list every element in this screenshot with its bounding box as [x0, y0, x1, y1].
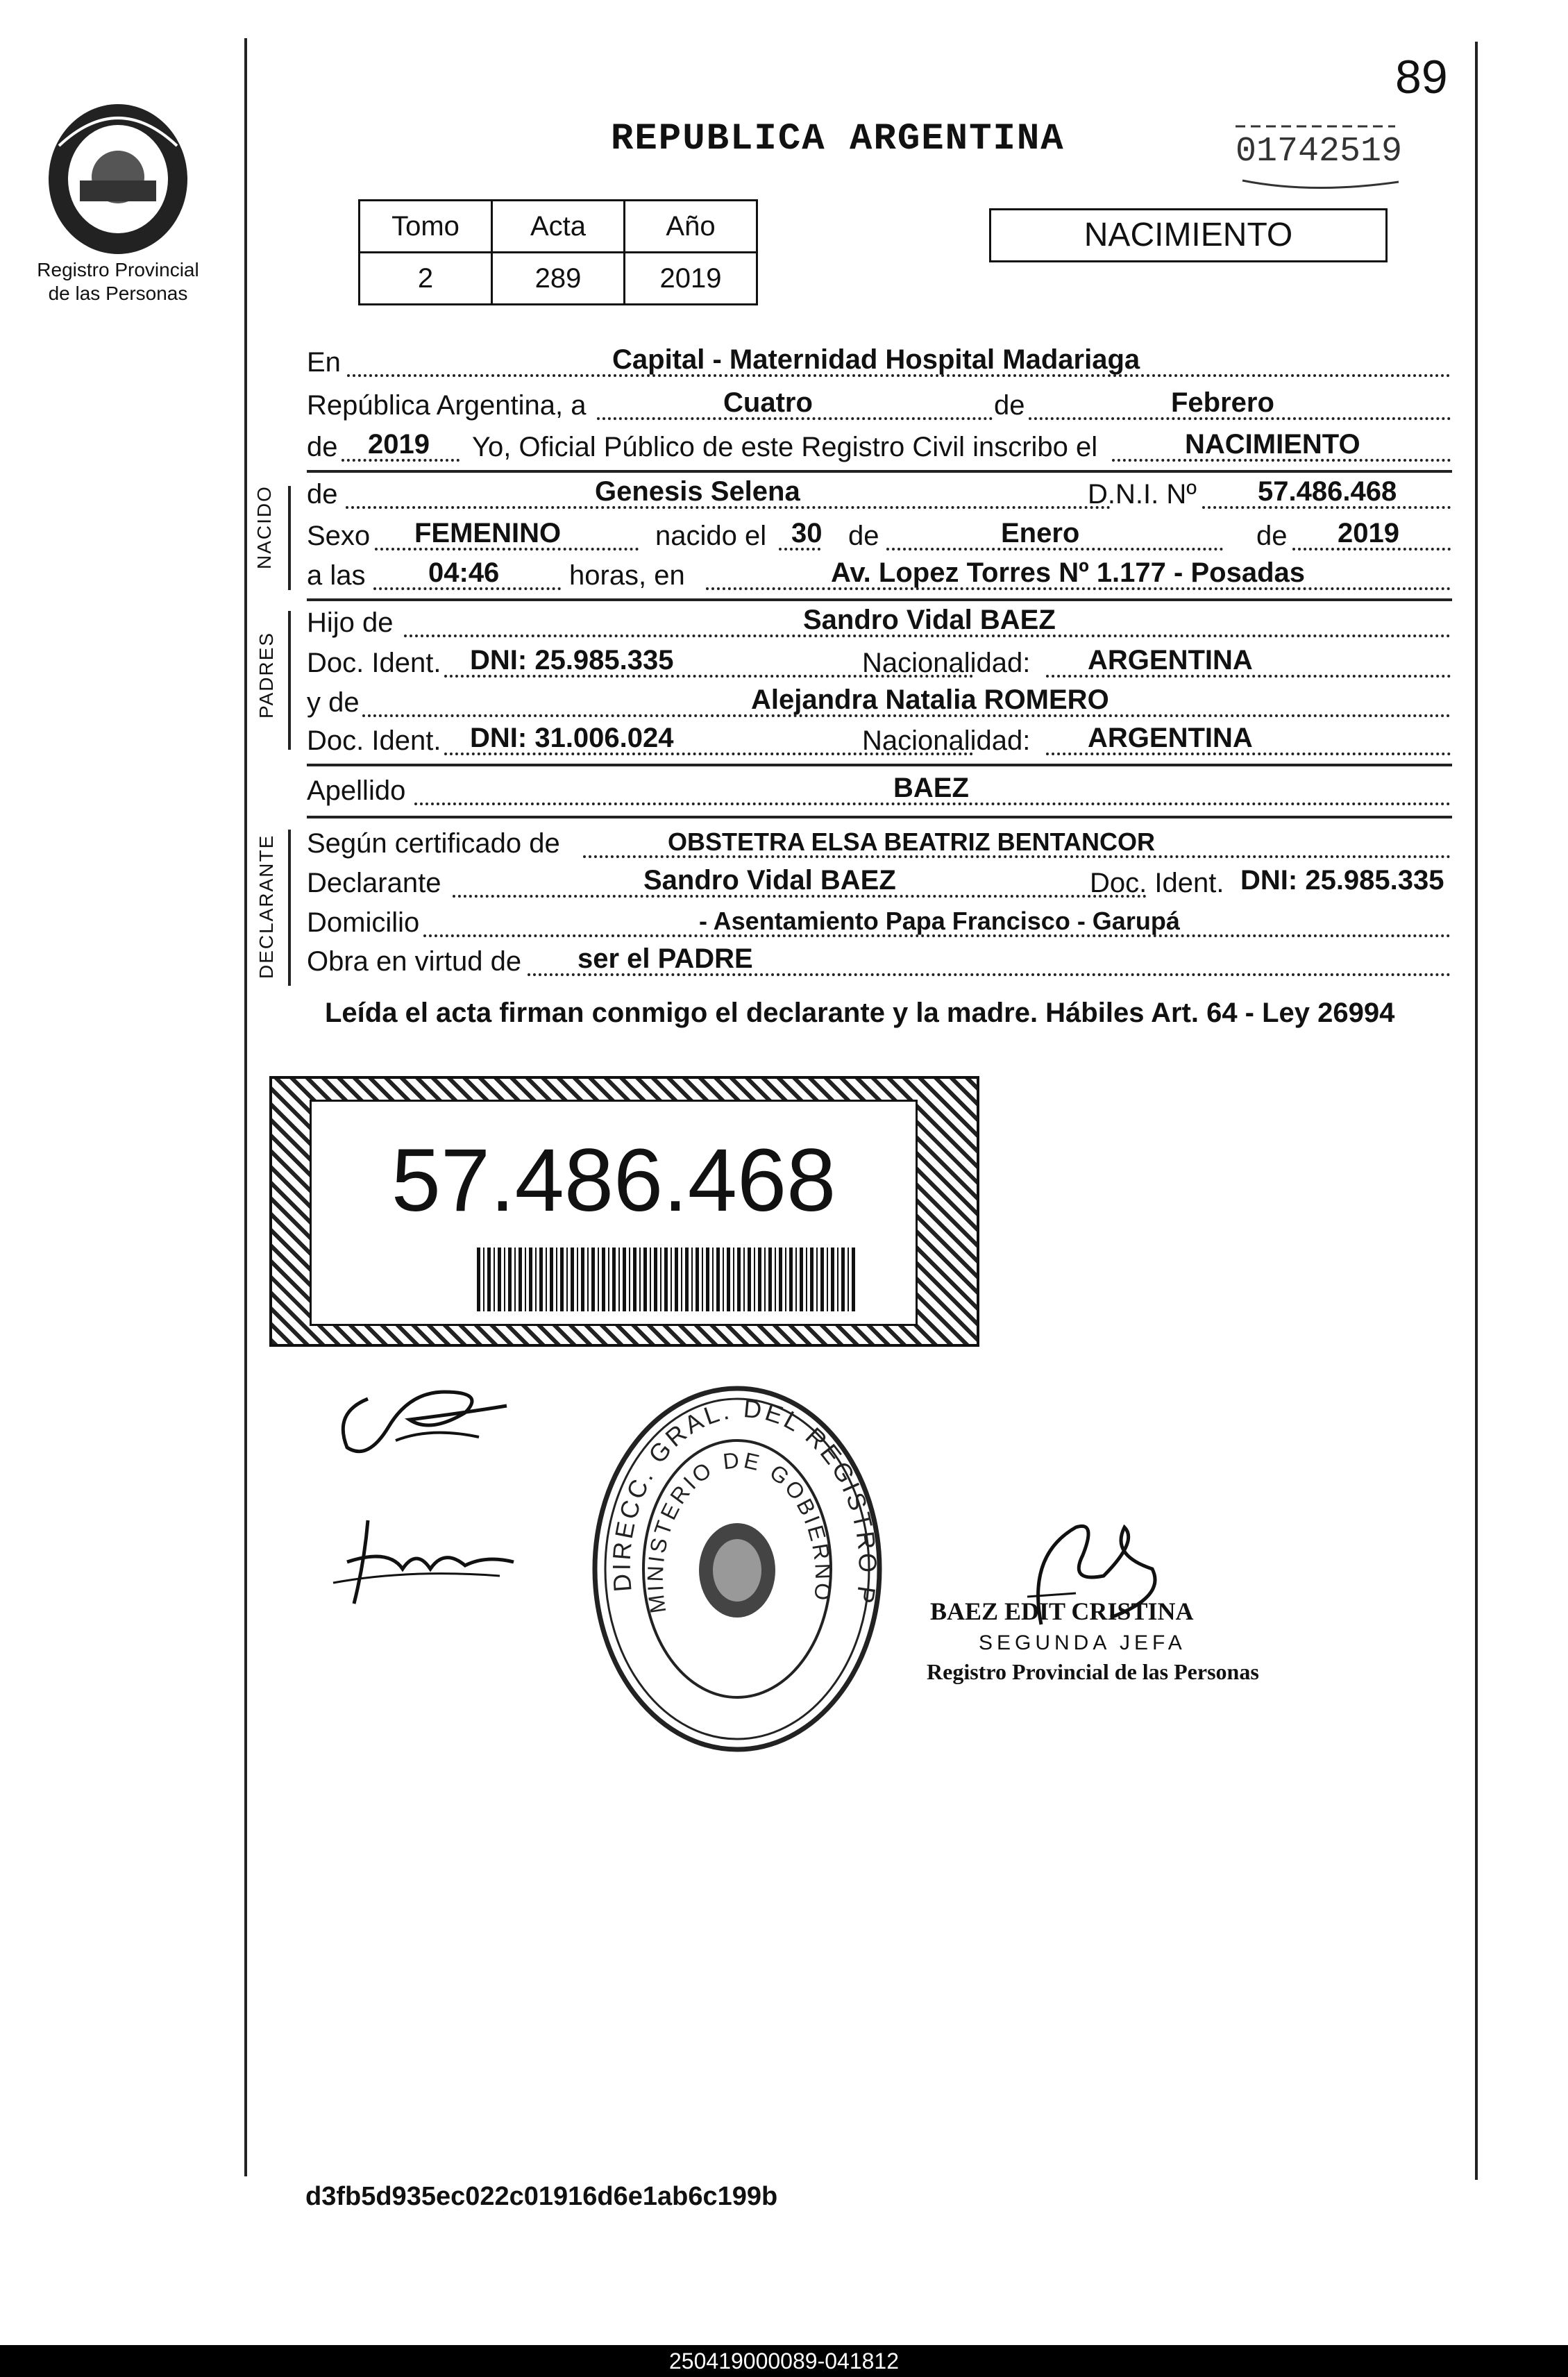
- mother-row: [307, 684, 1451, 725]
- birth-day-value: 30: [791, 518, 823, 548]
- apellido-row: [307, 772, 1451, 814]
- record-value-tomo: 2: [360, 253, 492, 305]
- registry-label-line1: Registro Provincial: [37, 259, 199, 280]
- signature-1: [326, 1371, 521, 1468]
- record-value-ano: 2019: [625, 253, 757, 305]
- domicilio-label: Domicilio: [307, 907, 420, 938]
- declarante-doc-label: Doc. Ident.: [1090, 868, 1224, 898]
- official-registry: Registro Provincial de las Personas: [927, 1659, 1259, 1684]
- declarante-section-label: DECLARANTE: [255, 834, 277, 979]
- domicilio-value: - Asentamiento Papa Francisco - Garupá: [699, 907, 1180, 935]
- padres-section-label: PADRES: [255, 631, 277, 719]
- serial-number: 01742519: [1236, 132, 1403, 171]
- registry-label-line2: de las Personas: [48, 283, 188, 304]
- dni-sticker: [269, 1076, 979, 1347]
- address-value: Av. Lopez Torres Nº 1.177 - Posadas: [831, 557, 1305, 588]
- republica-label: República Argentina, a: [307, 390, 587, 421]
- date-row: [307, 387, 1451, 428]
- sexo-value: FEMENINO: [414, 518, 562, 548]
- left-margin-line: [244, 38, 247, 2176]
- document-hash: d3fb5d935ec022c01916d6e1ab6c199b: [305, 2182, 778, 2211]
- right-margin-line: [1475, 42, 1478, 2180]
- mother-doc-row: [307, 722, 1451, 764]
- certificado-value: OBSTETRA ELSA BEATRIZ BENTANCOR: [668, 828, 1155, 856]
- nacido-el-label: nacido el: [655, 521, 767, 551]
- obra-label: Obra en virtud de: [307, 946, 522, 977]
- mother-doc-label: Doc. Ident.: [307, 725, 441, 756]
- official-name: BAEZ EDIT CRISTINA: [930, 1597, 1194, 1625]
- mother-nat-label: Nacionalidad:: [862, 725, 1031, 756]
- place-row: [307, 344, 1451, 385]
- declarante-name-value: Sandro Vidal BAEZ: [643, 865, 896, 896]
- year-row: [307, 428, 1451, 470]
- declarante-doc-value: DNI: 25.985.335: [1240, 865, 1444, 896]
- father-row: [307, 604, 1451, 646]
- dni-sticker-number: 57.486.468: [391, 1131, 836, 1230]
- certificado-row: [307, 825, 1451, 866]
- birth-month-value: Enero: [1001, 518, 1080, 548]
- place-value: Capital - Maternidad Hospital Madariaga: [612, 344, 1140, 375]
- horas-label: horas, en: [569, 560, 685, 591]
- nacido-birth-row: [307, 517, 1451, 559]
- domicilio-row: [307, 904, 1451, 946]
- record-value-acta: 289: [492, 253, 625, 305]
- apellido-label: Apellido: [307, 775, 406, 806]
- de-label-3: de: [1256, 521, 1288, 551]
- a-las-label: a las: [307, 560, 366, 591]
- official-title: SEGUNDA JEFA: [979, 1631, 1186, 1654]
- document-type-box: NACIMIENTO: [989, 208, 1388, 262]
- day-words-value: Cuatro: [723, 387, 813, 418]
- record-table: [358, 199, 758, 305]
- dni-sticker-inner: [310, 1100, 918, 1326]
- obra-value: ser el PADRE: [578, 943, 753, 974]
- record-header-acta: Acta: [492, 201, 625, 253]
- page-number: 89: [1395, 51, 1448, 103]
- act-type-value: NACIMIENTO: [1185, 429, 1360, 460]
- footer-code: 250419000089-041812: [0, 2345, 1568, 2377]
- record-header-ano: Año: [625, 201, 757, 253]
- mother-doc-value: DNI: 31.006.024: [470, 723, 674, 753]
- dni-label: D.N.I. Nº: [1088, 479, 1197, 510]
- nacido-name-value: Genesis Selena: [595, 476, 800, 507]
- barcode: [477, 1248, 856, 1311]
- sexo-label: Sexo: [307, 521, 371, 551]
- province-emblem-logo: [38, 97, 198, 257]
- year-value: 2019: [368, 429, 430, 460]
- oficial-text: Yo, Oficial Público de este Registro Civil inscribo el: [472, 432, 1098, 462]
- stamp-inner-text: MINISTERIO DE GOBIERNO: [642, 1447, 836, 1615]
- nacido-de-label: de: [307, 479, 338, 510]
- de-year-label: de: [307, 432, 338, 462]
- father-nat-label: Nacionalidad:: [862, 648, 1031, 678]
- mother-value: Alejandra Natalia ROMERO: [751, 684, 1109, 715]
- nacido-section-label: NACIDO: [253, 485, 275, 569]
- segun-label: Según certificado de: [307, 828, 560, 859]
- nacido-time-row: [307, 557, 1451, 598]
- father-value: Sandro Vidal BAEZ: [803, 605, 1056, 635]
- signature-2: [326, 1506, 521, 1611]
- apellido-value: BAEZ: [893, 773, 969, 803]
- obra-row: [307, 943, 1451, 984]
- country-title: REPUBLICA ARGENTINA: [611, 118, 1065, 160]
- official-round-stamp: [590, 1383, 885, 1754]
- father-nat-value: ARGENTINA: [1088, 645, 1253, 675]
- registry-label: [14, 258, 222, 305]
- father-doc-label: Doc. Ident.: [307, 648, 441, 678]
- time-value: 04:46: [428, 557, 500, 588]
- declarante-label: Declarante: [307, 868, 441, 898]
- month-value: Febrero: [1171, 387, 1274, 418]
- de-label-2: de: [848, 521, 879, 551]
- stamp-outer-text: DIRECC. GRAL. DEL REGISTRO P: [607, 1394, 882, 1608]
- nacido-name-row: [307, 476, 1451, 517]
- serial-bracket: [1229, 118, 1409, 194]
- y-de-label: y de: [307, 687, 360, 718]
- legal-text: Leída el acta firman conmigo el declarante y la madre. Hábiles Art. 64 - Ley 26994: [325, 998, 1395, 1028]
- father-doc-row: [307, 644, 1451, 686]
- record-header-tomo: Tomo: [360, 201, 492, 253]
- declarante-row: [307, 864, 1451, 906]
- birth-year-value: 2019: [1338, 518, 1399, 548]
- de-label: de: [994, 390, 1025, 421]
- mother-nat-value: ARGENTINA: [1088, 723, 1253, 753]
- hijo-de-label: Hijo de: [307, 607, 394, 638]
- father-doc-value: DNI: 25.985.335: [470, 645, 674, 675]
- nacido-dni-value: 57.486.468: [1258, 476, 1397, 507]
- en-label: En: [307, 347, 341, 378]
